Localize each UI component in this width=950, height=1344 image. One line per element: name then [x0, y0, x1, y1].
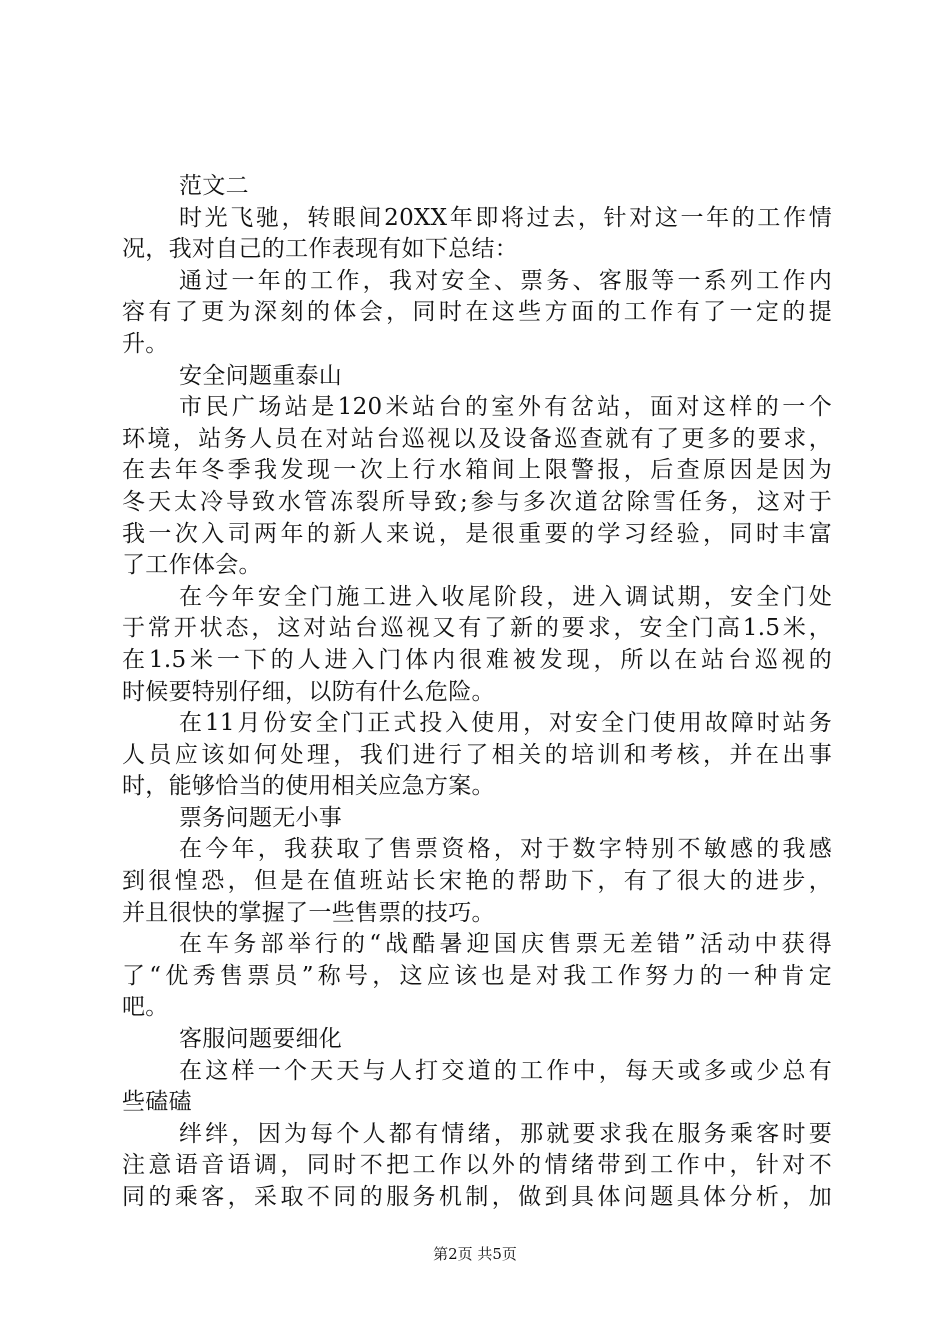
- paragraph-line: 环境，站务人员在对站台巡视以及设备巡查就有了更多的要求，: [122, 425, 832, 452]
- section-heading: 客服问题要细化: [179, 1026, 343, 1053]
- paragraph-line: 人员应该如何处理，我们进行了相关的培训和考核，并在出事: [122, 741, 832, 768]
- paragraph-line: 在11月份安全门正式投入使用，对安全门使用故障时站务: [179, 710, 832, 737]
- paragraph-line: 容有了更为深刻的体会，同时在这些方面的工作有了一定的提: [122, 299, 832, 326]
- page-footer: 第2页 共5页: [433, 1245, 517, 1263]
- paragraph-line: 市民广场站是120米站台的室外有岔站，面对这样的一个: [179, 394, 832, 421]
- paragraph-line: 了“优秀售票员”称号，这应该也是对我工作努力的一种肯定: [122, 962, 832, 989]
- paragraph-line: 了工作体会。: [122, 552, 262, 579]
- paragraph-line: 时，能够恰当的使用相关应急方案。: [122, 773, 495, 800]
- paragraph-line: 我一次入司两年的新人来说，是很重要的学习经验，同时丰富: [122, 520, 832, 547]
- paragraph-line: 到很惶恐，但是在值班站长宋艳的帮助下，有了很大的进步，: [122, 868, 832, 895]
- paragraph-line: 注意语音语调，同时不把工作以外的情绪带到工作中，针对不: [122, 1152, 832, 1179]
- paragraph-line: 在今年安全门施工进入收尾阶段，进入调试期，安全门处: [179, 583, 832, 610]
- paragraph-line: 并且很快的掌握了一些售票的技巧。: [122, 899, 495, 926]
- paragraph-line: 时光飞驰，转眼间20XX年即将过去，针对这一年的工作情: [179, 204, 832, 231]
- paragraph-line: 冬天太冷导致水管冻裂所导致;参与多次道岔除雪任务，这对于: [122, 488, 832, 515]
- paragraph-line: 在去年冬季我发现一次上行水箱间上限警报，后查原因是因为: [122, 457, 832, 484]
- paragraph-line: 在这样一个天天与人打交道的工作中，每天或多或少总有: [179, 1057, 832, 1084]
- paragraph-line: 绊绊，因为每个人都有情绪，那就要求我在服务乘客时要: [179, 1120, 832, 1147]
- section-title: 范文二: [179, 173, 249, 199]
- paragraph-line: 通过一年的工作，我对安全、票务、客服等一系列工作内: [179, 267, 832, 294]
- paragraph-line: 在车务部举行的“战酷暑迎国庆售票无差错”活动中获得: [179, 931, 832, 958]
- paragraph-line: 况，我对自己的工作表现有如下总结：: [122, 236, 519, 263]
- paragraph-line: 些磕磕: [122, 1089, 192, 1116]
- paragraph-line: 时候要特别仔细，以防有什么危险。: [122, 678, 495, 705]
- section-heading: 票务问题无小事: [179, 804, 343, 831]
- paragraph-line: 于常开状态，这对站台巡视又有了新的要求，安全门高1.5米，: [122, 615, 832, 642]
- paragraph-line: 在今年，我获取了售票资格，对于数字特别不敏感的我感: [179, 836, 832, 863]
- section-heading: 安全问题重泰山: [179, 362, 343, 389]
- paragraph-line: 在1.5米一下的人进入门体内很难被发现，所以在站台巡视的: [122, 646, 832, 673]
- paragraph-line: 吧。: [122, 994, 169, 1021]
- paragraph-line: 升。: [122, 330, 169, 357]
- document-body: [122, 171, 832, 1214]
- paragraph-line: 同的乘客，采取不同的服务机制，做到具体问题具体分析，加: [122, 1184, 832, 1210]
